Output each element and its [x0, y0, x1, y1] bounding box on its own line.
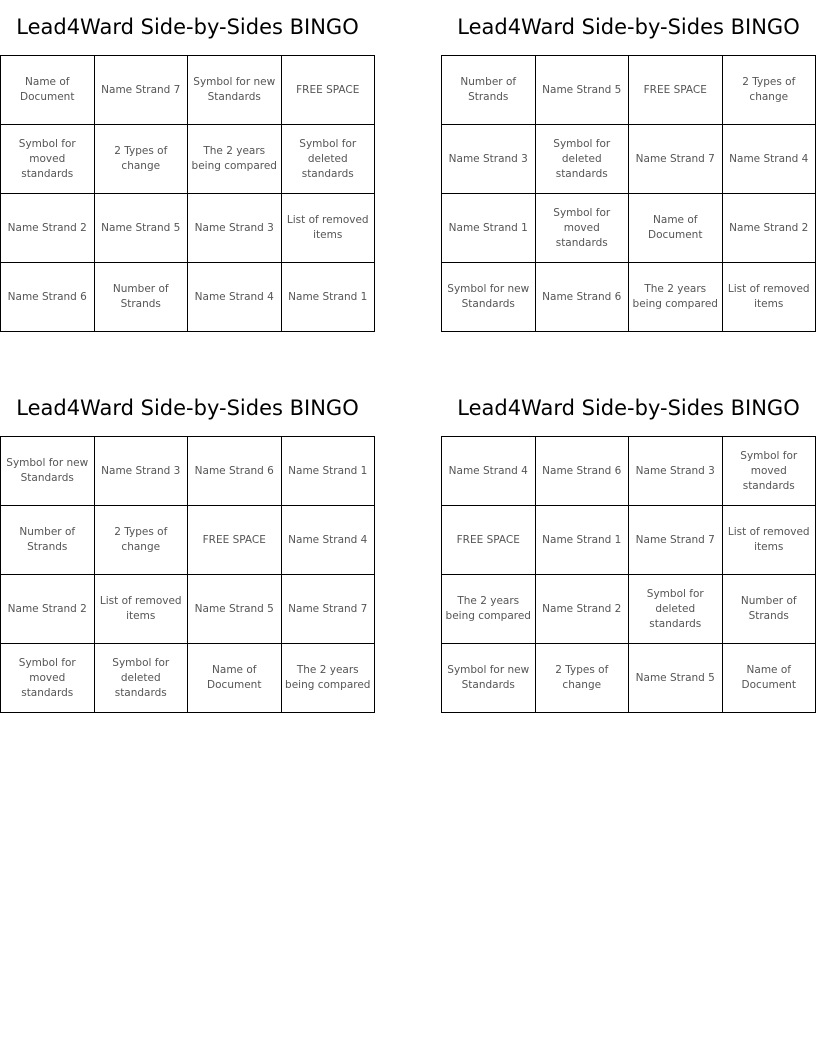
bingo-cell: Name Strand 4 — [442, 437, 536, 506]
bingo-cell: Name Strand 3 — [94, 437, 188, 506]
grid-row — [1, 56, 375, 125]
bingo-cell: Number of Strands — [442, 56, 536, 125]
bingo-cell: Name Strand 2 — [535, 575, 629, 644]
bingo-cell: Name Strand 6 — [535, 263, 629, 332]
bingo-cell: Name Strand 7 — [94, 56, 188, 125]
bingo-cell: Name of Document — [722, 644, 816, 713]
bingo-cell: Name Strand 5 — [188, 575, 282, 644]
grid-row — [1, 437, 375, 506]
bingo-cell: Name Strand 2 — [1, 575, 95, 644]
card-title: Lead4Ward Side-by-Sides BINGO — [16, 15, 359, 39]
bingo-cell: Symbol for new Standards — [1, 437, 95, 506]
bingo-cell: Name Strand 1 — [535, 506, 629, 575]
bingo-cell: Symbol for new Standards — [442, 644, 536, 713]
grid-row — [442, 56, 816, 125]
bingo-cell: Number of Strands — [1, 506, 95, 575]
bingo-cell: Symbol for deleted standards — [94, 644, 188, 713]
bingo-cell: The 2 years being compared — [629, 263, 723, 332]
bingo-cell: List of removed items — [722, 263, 816, 332]
bingo-card-4 — [441, 381, 816, 713]
bingo-cell: List of removed items — [94, 575, 188, 644]
bingo-cell: Name Strand 6 — [535, 437, 629, 506]
bingo-cell: Symbol for new Standards — [188, 56, 282, 125]
bingo-cell: Name Strand 6 — [1, 263, 95, 332]
bingo-cell: Number of Strands — [94, 263, 188, 332]
bingo-cell: 2 Types of change — [535, 644, 629, 713]
bingo-cell: Number of Strands — [722, 575, 816, 644]
grid-row — [442, 194, 816, 263]
bingo-cell: Symbol for deleted standards — [629, 575, 723, 644]
bingo-cell: Name Strand 3 — [188, 194, 282, 263]
bingo-cell: Name Strand 6 — [188, 437, 282, 506]
bingo-cell-free-space: FREE SPACE — [629, 56, 723, 125]
bingo-cell: Name of Document — [1, 56, 95, 125]
bingo-cell: List of removed items — [281, 194, 375, 263]
bingo-cell: Name Strand 5 — [629, 644, 723, 713]
bingo-cell: Symbol for new Standards — [442, 263, 536, 332]
bingo-cell: The 2 years being compared — [442, 575, 536, 644]
bingo-grid — [441, 436, 816, 713]
card-title: Lead4Ward Side-by-Sides BINGO — [457, 15, 800, 39]
bingo-cell: Symbol for deleted standards — [535, 125, 629, 194]
bingo-cell: 2 Types of change — [94, 506, 188, 575]
bingo-cell: Name Strand 5 — [535, 56, 629, 125]
bingo-grid — [441, 55, 816, 332]
bingo-cell: Symbol for moved standards — [1, 644, 95, 713]
bingo-cell: Symbol for moved standards — [1, 125, 95, 194]
grid-row — [1, 194, 375, 263]
bingo-cell: Name Strand 2 — [1, 194, 95, 263]
bingo-cell: Name Strand 3 — [442, 125, 536, 194]
bingo-cell: Name Strand 7 — [629, 125, 723, 194]
bingo-cell: 2 Types of change — [722, 56, 816, 125]
bingo-cell: Name Strand 5 — [94, 194, 188, 263]
bingo-cell: The 2 years being compared — [188, 125, 282, 194]
bingo-cell: Name Strand 1 — [281, 437, 375, 506]
bingo-card-3 — [0, 381, 375, 713]
bingo-cell: Name of Document — [629, 194, 723, 263]
bingo-cell: Name Strand 4 — [188, 263, 282, 332]
grid-row — [1, 125, 375, 194]
grid-row — [1, 644, 375, 713]
grid-row — [442, 125, 816, 194]
grid-row — [1, 575, 375, 644]
bingo-card-2 — [441, 0, 816, 332]
grid-row — [442, 575, 816, 644]
card-title: Lead4Ward Side-by-Sides BINGO — [457, 396, 800, 420]
bingo-cell: Name Strand 4 — [722, 125, 816, 194]
grid-row — [442, 263, 816, 332]
bingo-cell: Symbol for moved standards — [722, 437, 816, 506]
bingo-cell: Name Strand 2 — [722, 194, 816, 263]
bingo-cell: 2 Types of change — [94, 125, 188, 194]
bingo-cell: Name Strand 1 — [442, 194, 536, 263]
bingo-grid — [0, 55, 375, 332]
grid-row — [442, 506, 816, 575]
bingo-cell: Name Strand 4 — [281, 506, 375, 575]
card-title: Lead4Ward Side-by-Sides BINGO — [16, 396, 359, 420]
grid-row — [442, 644, 816, 713]
grid-row — [1, 506, 375, 575]
bingo-cell: Name Strand 7 — [629, 506, 723, 575]
bingo-cell: Name Strand 7 — [281, 575, 375, 644]
bingo-cell: Name Strand 3 — [629, 437, 723, 506]
bingo-card-1 — [0, 0, 375, 332]
grid-row — [442, 437, 816, 506]
bingo-cell: Symbol for moved standards — [535, 194, 629, 263]
bingo-cell: List of removed items — [722, 506, 816, 575]
bingo-cell-free-space: FREE SPACE — [281, 56, 375, 125]
grid-row — [1, 263, 375, 332]
bingo-cell: Name of Document — [188, 644, 282, 713]
bingo-cell-free-space: FREE SPACE — [188, 506, 282, 575]
bingo-cell: Name Strand 1 — [281, 263, 375, 332]
bingo-cell-free-space: FREE SPACE — [442, 506, 536, 575]
bingo-grid — [0, 436, 375, 713]
bingo-cell: The 2 years being compared — [281, 644, 375, 713]
bingo-cell: Symbol for deleted standards — [281, 125, 375, 194]
